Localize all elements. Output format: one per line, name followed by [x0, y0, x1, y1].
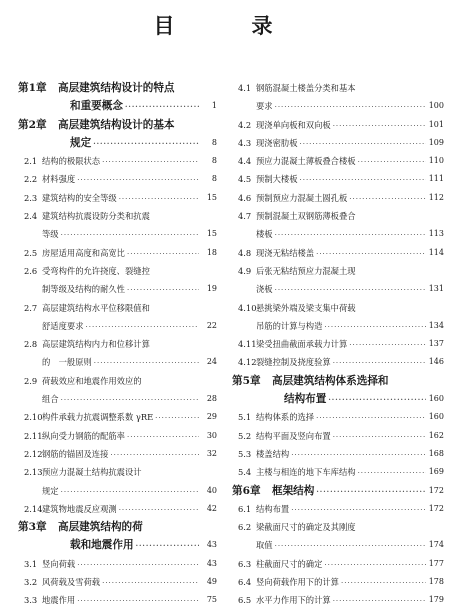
dot-leader — [61, 225, 199, 244]
entry-number: 6.1 — [238, 503, 252, 514]
dot-leader — [358, 152, 426, 171]
entry-page: 43 — [206, 558, 217, 568]
entry-page: 1 — [211, 101, 217, 111]
entry-title: 要求 — [256, 101, 273, 112]
toc-entry — [18, 317, 217, 335]
toc-entry — [18, 262, 217, 280]
toc-entry — [232, 445, 444, 463]
dot-leader — [102, 152, 199, 171]
entry-number: 6.2 — [238, 522, 252, 533]
dot-leader — [316, 408, 426, 427]
entry-page: 8 — [211, 137, 217, 147]
dot-leader — [291, 500, 426, 519]
entry-title: 竖向荷载 — [42, 558, 76, 569]
entry-page: 162 — [428, 430, 444, 440]
entry-number: 4.6 — [238, 192, 252, 203]
dot-leader — [300, 170, 427, 189]
entry-number: 4.3 — [238, 137, 252, 148]
entry-number: 2.10 — [24, 412, 43, 423]
dot-leader — [93, 134, 199, 153]
entry-page: 32 — [206, 448, 217, 458]
dot-leader — [324, 317, 426, 336]
dot-leader — [127, 280, 199, 299]
toc-entry — [18, 518, 217, 536]
toc-entry — [18, 573, 217, 591]
entry-title: 高层建筑结构体系选择和 — [272, 374, 389, 387]
entry-title: 柱截面尺寸的确定 — [256, 558, 323, 569]
toc-entry — [18, 116, 217, 134]
entry-number: 2.8 — [24, 339, 38, 350]
entry-title: 水平力作用下的计算 — [256, 595, 331, 606]
toc-entry — [232, 335, 444, 353]
entry-number: 2.5 — [24, 247, 38, 258]
dot-leader — [102, 573, 199, 592]
entry-title: 结构平面及竖向布置 — [256, 430, 331, 441]
entry-title: 风荷载及雪荷载 — [42, 577, 101, 588]
toc-entry — [18, 79, 217, 97]
entry-title: 规定 — [42, 485, 59, 496]
entry-title: 和重要概念 — [70, 100, 123, 113]
entry-number: 第6章 — [232, 484, 261, 497]
entry-title: 钢筋的锚固及连接 — [42, 448, 109, 459]
entry-title: 预制预应力混凝土圆孔板 — [256, 192, 348, 203]
dot-leader — [119, 500, 199, 519]
entry-title: 纵向受力钢筋的配筋率 — [42, 430, 125, 441]
toc-entry — [232, 280, 444, 298]
toc-entry — [18, 244, 217, 262]
dot-leader — [275, 536, 426, 555]
entry-number: 4.12 — [238, 357, 257, 368]
entry-page: 160 — [428, 412, 444, 422]
entry-number: 4.10 — [238, 302, 257, 313]
entry-page: 15 — [206, 192, 217, 202]
entry-title: 浇板 — [256, 284, 273, 295]
entry-page: 15 — [206, 229, 217, 239]
toc-entry — [18, 189, 217, 207]
toc-entry — [18, 408, 217, 426]
dot-leader — [136, 536, 199, 555]
dot-leader — [119, 189, 199, 208]
toc-entry — [18, 390, 217, 408]
entry-number: 4.8 — [238, 247, 252, 258]
dot-leader — [127, 427, 199, 446]
toc-entry — [232, 116, 444, 134]
entry-page: 29 — [206, 412, 217, 422]
entry-page: 40 — [206, 485, 217, 495]
dot-leader — [275, 97, 426, 116]
entry-title: 材料强度 — [42, 174, 76, 185]
dot-leader — [328, 390, 426, 409]
toc-entry — [232, 97, 444, 115]
entry-page: 137 — [428, 339, 444, 349]
entry-page: 177 — [428, 558, 444, 568]
dot-leader — [86, 317, 200, 336]
toc-entry — [232, 152, 444, 170]
entry-page: 160 — [428, 394, 444, 404]
toc-entry — [232, 134, 444, 152]
dot-leader — [291, 445, 426, 464]
toc-right-column — [232, 79, 444, 610]
entry-number: 2.1 — [24, 156, 38, 167]
entry-number: 4.4 — [238, 156, 252, 167]
entry-page: 112 — [428, 192, 444, 202]
toc-entry — [232, 207, 444, 225]
entry-title: 受弯构件的允许挠度、裂缝控 — [42, 265, 150, 276]
entry-number: 2.11 — [24, 430, 43, 441]
toc-entry — [232, 244, 444, 262]
entry-number: 4.1 — [238, 83, 252, 93]
entry-number: 2.3 — [24, 192, 38, 203]
entry-page: 179 — [428, 595, 444, 605]
toc-entry — [232, 353, 444, 371]
entry-title: 现浇无粘结楼盖 — [256, 247, 315, 258]
entry-title: 现浇密肋板 — [256, 137, 298, 148]
toc-entry — [232, 500, 444, 518]
toc-entry — [232, 170, 444, 188]
entry-page: 19 — [206, 284, 217, 294]
dot-leader — [110, 445, 199, 464]
entry-page: 113 — [428, 229, 444, 239]
toc-entry — [18, 299, 217, 317]
entry-title: 高层建筑结构内力和位移计算 — [42, 339, 150, 350]
entry-number: 第2章 — [18, 118, 47, 131]
dot-leader — [324, 555, 426, 574]
entry-page: 8 — [211, 174, 217, 184]
dot-leader — [333, 591, 426, 610]
entry-title: 结构的极限状态 — [42, 156, 101, 167]
entry-number: 5.1 — [238, 412, 252, 423]
entry-title: 吊筋的计算与构造 — [256, 320, 323, 331]
entry-number: 6.4 — [238, 577, 252, 588]
entry-number: 4.7 — [238, 211, 252, 222]
toc-entry — [18, 170, 217, 188]
toc-entry — [232, 372, 444, 390]
dot-leader — [275, 225, 426, 244]
toc-entry — [18, 134, 217, 152]
entry-number: 3.2 — [24, 577, 38, 588]
dot-leader — [333, 116, 426, 135]
entry-title: 组合 — [42, 394, 59, 405]
dot-leader — [275, 280, 426, 299]
entry-page: 30 — [206, 430, 217, 440]
dot-leader — [127, 244, 199, 263]
toc-entry — [232, 573, 444, 591]
toc-entry — [18, 97, 217, 115]
toc-entry — [18, 463, 217, 481]
entry-number: 4.9 — [238, 265, 252, 276]
toc-entry — [232, 390, 444, 408]
entry-page: 109 — [428, 137, 444, 147]
entry-page: 174 — [428, 540, 444, 550]
entry-page: 172 — [428, 503, 444, 513]
toc-entry — [232, 591, 444, 609]
entry-page: 110 — [428, 156, 444, 166]
entry-title: 载和地震作用 — [70, 539, 134, 552]
toc-entry — [232, 317, 444, 335]
entry-number: 2.7 — [24, 302, 38, 313]
toc-entry — [232, 463, 444, 481]
toc-entry — [232, 518, 444, 536]
entry-number: 2.4 — [24, 211, 38, 222]
toc-entry — [18, 555, 217, 573]
dot-leader — [316, 244, 426, 263]
dot-leader — [61, 482, 199, 501]
entry-page: 114 — [428, 247, 444, 257]
toc-left-column — [18, 79, 217, 610]
entry-number: 5.4 — [238, 467, 252, 478]
toc-entry — [18, 482, 217, 500]
entry-page: 172 — [428, 485, 444, 495]
entry-page: 8 — [211, 156, 217, 166]
entry-number: 2.14 — [24, 503, 43, 514]
entry-number: 5.3 — [238, 448, 252, 459]
entry-title: 建筑物地震反应观测 — [42, 503, 117, 514]
toc-entry — [232, 427, 444, 445]
toc-entry — [232, 79, 444, 97]
entry-page: 100 — [428, 101, 444, 111]
dot-leader — [349, 189, 426, 208]
entry-page: 131 — [428, 284, 444, 294]
entry-title: 楼板 — [256, 229, 273, 240]
toc-entry — [18, 536, 217, 554]
toc-entry — [232, 482, 444, 500]
dot-leader — [333, 353, 426, 372]
entry-number: 4.11 — [238, 339, 257, 350]
entry-title: 结构布置 — [256, 503, 290, 514]
toc-entry — [18, 372, 217, 390]
dot-leader — [316, 482, 426, 501]
entry-title: 梁受扭曲截面承载力计算 — [256, 339, 348, 350]
toc-entry — [232, 299, 444, 317]
entry-page: 111 — [428, 174, 444, 184]
entry-number: 第3章 — [18, 521, 47, 534]
entry-title: 高层建筑结构设计的基本 — [58, 118, 175, 131]
entry-number: 4.2 — [238, 119, 252, 130]
entry-title: 裂缝控制及挠度验算 — [256, 357, 331, 368]
entry-number: 3.3 — [24, 595, 38, 606]
entry-number: 2.2 — [24, 174, 38, 185]
entry-page: 24 — [206, 357, 217, 367]
entry-number: 2.6 — [24, 265, 38, 276]
entry-title: 高层建筑结构的荷 — [58, 521, 143, 534]
toc-entry — [232, 555, 444, 573]
dot-leader — [94, 353, 199, 372]
entry-title: 后张无粘结预应力混凝土现 — [256, 265, 356, 276]
entry-number: 4.5 — [238, 174, 252, 185]
entry-number: 5.2 — [238, 430, 252, 441]
entry-title: 的 一般原则 — [42, 357, 92, 368]
entry-number: 2.12 — [24, 448, 43, 459]
page-title: 目 录 — [153, 13, 301, 38]
entry-title: 楼盖结构 — [256, 448, 290, 459]
entry-title: 预制混凝土双钢筋薄板叠合 — [256, 211, 356, 222]
dot-leader — [341, 573, 426, 592]
toc-entry — [232, 225, 444, 243]
entry-page: 22 — [206, 320, 217, 330]
entry-number: 第5章 — [232, 374, 261, 387]
entry-title: 建筑结构的安全等级 — [42, 192, 117, 203]
entry-title: 钢筋混凝土楼盖分类和基本 — [256, 83, 356, 93]
entry-number: 3.1 — [24, 558, 38, 569]
entry-page: 28 — [206, 394, 217, 404]
entry-title: 悬挑梁外端及梁支集中荷载 — [256, 302, 356, 313]
entry-title: 预应力混凝土结构抗震设计 — [42, 467, 142, 478]
toc-entry — [232, 189, 444, 207]
entry-title: 规定 — [70, 136, 92, 149]
dot-leader — [77, 555, 199, 574]
dot-leader — [77, 591, 199, 610]
dot-leader — [77, 170, 199, 189]
entry-title: 主楼与相连的地下车库结构 — [256, 467, 356, 478]
entry-title: 结构布置 — [284, 393, 327, 406]
entry-number: 2.13 — [24, 467, 43, 478]
entry-title: 建筑结构抗震设防分类和抗震 — [42, 211, 150, 222]
entry-title: 制等级及结构的耐久性 — [42, 284, 125, 295]
entry-title: 地震作用 — [42, 595, 76, 606]
entry-title: 预制大楼板 — [256, 174, 298, 185]
entry-title: 现浇单向板和双向板 — [256, 119, 331, 130]
entry-page: 101 — [428, 119, 444, 129]
entry-title: 梁截面尺寸的确定及其刚度 — [256, 522, 356, 533]
entry-title: 结构体系的选择 — [256, 412, 315, 423]
entry-title: 竖向荷载作用下的计算 — [256, 577, 339, 588]
toc-entry — [232, 408, 444, 426]
entry-title: 预应力混凝土薄板叠合楼板 — [256, 156, 356, 167]
entry-page: 168 — [428, 448, 444, 458]
entry-title: 房屋适用高度和高宽比 — [42, 247, 125, 258]
dot-leader — [61, 390, 199, 409]
dot-leader — [125, 97, 199, 116]
entry-page: 146 — [428, 357, 444, 367]
dot-leader — [333, 427, 426, 446]
entry-page: 43 — [206, 540, 217, 550]
toc-entry — [18, 280, 217, 298]
toc-entry — [18, 225, 217, 243]
entry-title: 高层建筑结构设计的特点 — [58, 82, 175, 94]
toc-entry — [18, 152, 217, 170]
entry-page: 178 — [428, 577, 444, 587]
entry-page: 134 — [428, 320, 444, 330]
toc-entry — [18, 207, 217, 225]
entry-title: 构件承载力抗震调整系数 γRE — [42, 412, 154, 423]
toc-entry — [18, 427, 217, 445]
entry-page: 169 — [428, 467, 444, 477]
entry-number: 6.3 — [238, 558, 252, 569]
dot-leader — [358, 463, 426, 482]
entry-page: 75 — [206, 595, 217, 605]
entry-number: 6.5 — [238, 595, 252, 606]
dot-leader — [155, 408, 199, 427]
entry-page: 49 — [206, 577, 217, 587]
entry-title: 框架结构 — [272, 484, 315, 497]
toc-entry — [232, 262, 444, 280]
entry-title: 等级 — [42, 229, 59, 240]
entry-number: 2.9 — [24, 375, 38, 386]
dot-leader — [300, 134, 427, 153]
toc-entry — [18, 445, 217, 463]
toc-entry — [18, 353, 217, 371]
entry-title: 取值 — [256, 540, 273, 551]
toc-entry — [232, 536, 444, 554]
dot-leader — [349, 335, 426, 354]
entry-number: 第1章 — [18, 82, 47, 94]
toc-entry — [18, 500, 217, 518]
entry-title: 高层建筑结构水平位移限值和 — [42, 302, 150, 313]
toc-entry — [18, 591, 217, 609]
toc-entry — [18, 335, 217, 353]
entry-title: 舒适度要求 — [42, 320, 84, 331]
entry-page: 42 — [206, 503, 217, 513]
entry-page: 18 — [206, 247, 217, 257]
entry-title: 荷载效应和地震作用效应的 — [42, 375, 142, 386]
